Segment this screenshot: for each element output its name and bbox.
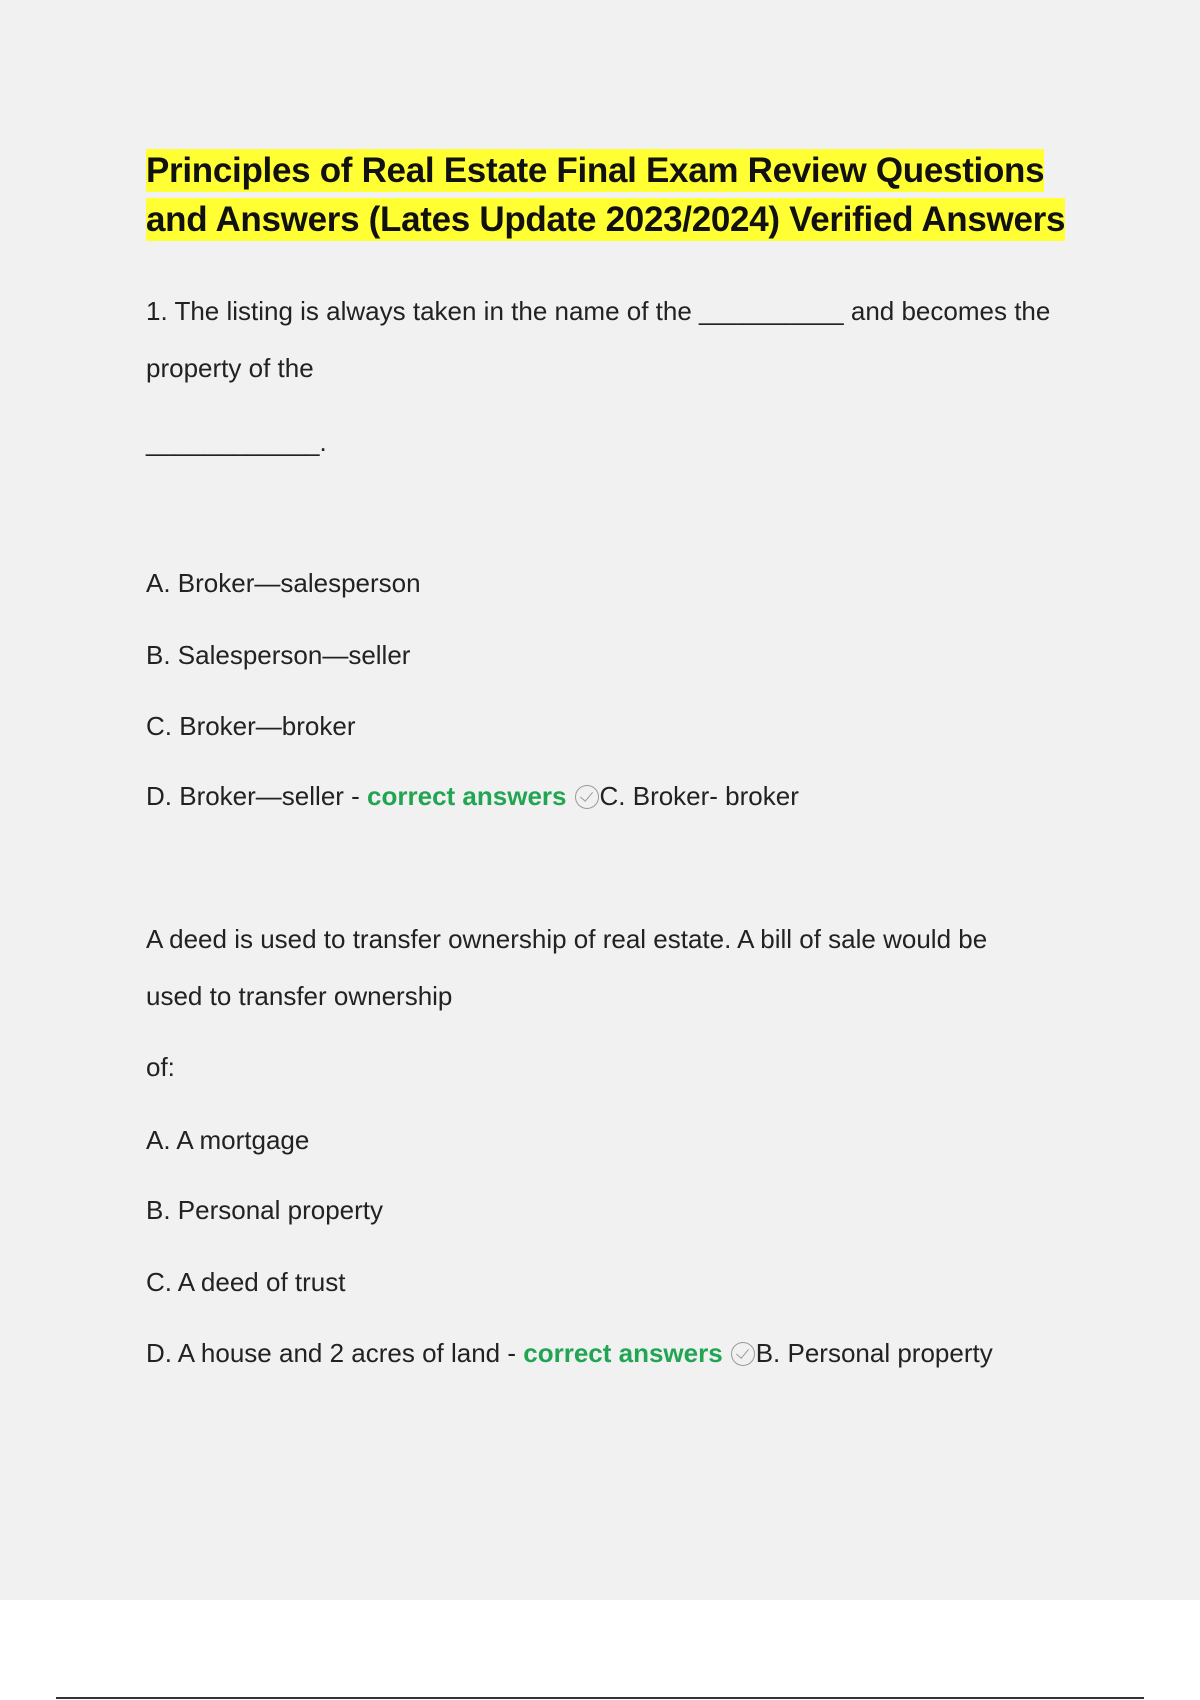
title-highlight: Principles of Real Estate Final Exam Review Questions and Answers (Lates Update 2023/2024) Verified Answers xyxy=(146,151,1066,239)
question-2-text-line-2: used to transfer ownership xyxy=(146,981,453,1011)
question-1-text-line-2: property of the xyxy=(146,353,314,383)
question-2-text-line-1: A deed is used to transfer ownership of real estate. A bill of sale would be xyxy=(146,924,988,954)
question-1-text-line-3: ____________. xyxy=(146,427,327,457)
check-circle-icon xyxy=(575,785,599,809)
footer-divider xyxy=(56,1697,1144,1699)
question-2-answer: B. Personal property xyxy=(755,1338,993,1368)
question-1-option-d-text: D. Broker—seller - xyxy=(146,781,368,811)
question-1-answer-label: correct answers xyxy=(367,781,567,811)
question-2-option-d-text: D. A house and 2 acres of land - xyxy=(146,1338,524,1368)
check-circle-icon xyxy=(731,1342,755,1366)
document-title xyxy=(146,146,1106,244)
question-1-option-b: B. Salesperson—seller xyxy=(146,640,411,670)
question-1-option-c: C. Broker—broker xyxy=(146,711,356,741)
question-1-option-a: A. Broker—salesperson xyxy=(146,568,421,598)
question-2-text-line-3: of: xyxy=(146,1052,175,1082)
question-1-answer: C. Broker- broker xyxy=(599,781,799,811)
question-2-option-a: A. A mortgage xyxy=(146,1125,310,1155)
question-2-option-c: C. A deed of trust xyxy=(146,1267,346,1297)
question-2-option-b: B. Personal property xyxy=(146,1195,384,1225)
question-2-option-d xyxy=(146,1336,993,1370)
question-1-text-line-1: 1. The listing is always taken in the name of the __________ and becomes the xyxy=(146,296,1051,326)
question-1-option-d xyxy=(146,779,799,813)
question-2-answer-label: correct answers xyxy=(523,1338,723,1368)
